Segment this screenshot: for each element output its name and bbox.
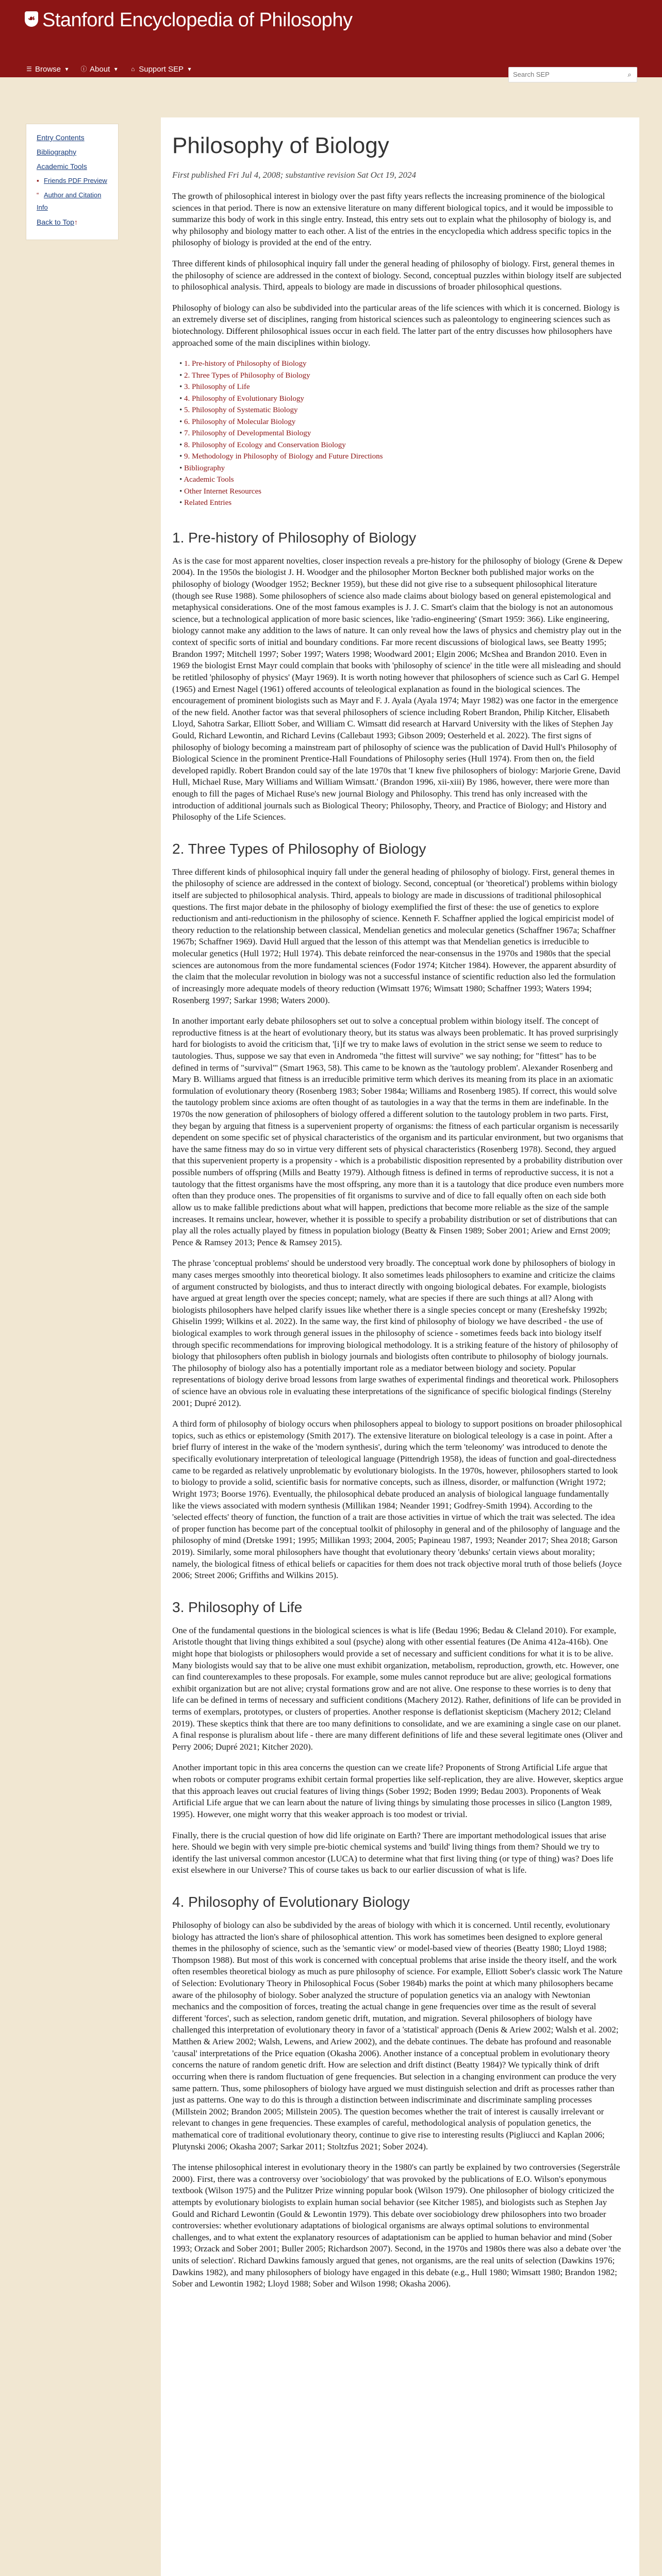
main-nav — [26, 65, 193, 74]
toc-link[interactable]: • 6. Philosophy of Molecular Biology — [179, 416, 624, 428]
chevron-down-icon: ▾ — [65, 65, 69, 73]
book-icon: ☰ — [26, 65, 32, 73]
section-heading: 4. Philosophy of Evolutionary Biology — [172, 1893, 410, 1910]
section-paragraph: The intense philosophical interest in evolutionary theory in the 1980's can partly be explained by two controversies (Segerstråle 2000). First, there was a controversy over 'sociobiology' that was provoked by the publications of E.O. Wilson's eponymous textbook (Wilson 1975) and the Pulitzer Prize winning popular book (Wilson 1979). One philosopher of biology criticized the attempts by evolutionary biologists to explain human social behavior (see Kitcher 1985), and biologists such as Stephen Jay Gould and Richard Lewontin (Gould & Lewontin 1979). This debate over sociobiology drew philosophers into two broader controversies: whether evolutionary adaptations of biological organisms are always optimal solutions to environmental challenges, and to what extent the explanatory resources of adaptationism can be applied to human behavior and mind (Sober 1993; Orzack and Sober 2001; Buller 2005; Richardson 2007). Second, in the 1970s and 1980s there was also a debate over 'the units of selection'. Richard Dawkins famously argued that genes, not organisms, are the real units of selection (Dawkins 1976; Dawkins 1982), and many philosophers of biology have engaged in this debate (e.g., Hull 1980; Wimsatt 1980; Brandon 1982; Sober and Lewontin 1982; Lloyd 1988; Sober and Wilson 1998; Okasha 2006). — [172, 2162, 621, 2289]
section-paragraph: Philosophy of biology can also be subdivided by the areas of biology with which it is concerned. Until recently, evolutionary biology has attracted the lion's share of philosophical attention. This work has sometimes been designed to explore general themes in the philosophy of science, such as the 'semantic view' or model-based view of theories (Beatty 1980; Lloyd 1988; Thompson 1988). But most of this work is concerned with conceptual problems that arise inside the theory itself, and the work often resembles theoretical biology as much as pure philosophy of science. For example, Elliott Sober's classic work The Nature of Selection: Evolutionary Theory in Philosophical Focus (Sober 1984b) marks the point at which many philosophers became aware of the philosophy of biology. Sober analyzed the structure of population genetics via an analogy with Newtonian mechanics and the composition of forces, treating the actual change in gene frequencies over time as the result of several different 'forces', such as selection, random genetic drift, mutation, and migration. Several philosophers of biology have challenged this interpretation of evolutionary theory in favor of a 'statistical' approach (Denis & Ariew 2002; Walsh et al. 2002; Matthen & Ariew 2002; Walsh, Lewens, and Ariew 2002), and the debate continues. The debate has profound and reasonable 'causal' interpretations of the Price equation (Okasha 2006). Another instance of a conceptual problem in evolutionary theory concerns the nature of random genetic drift. How are selection and drift distinct (Beatty 1984)? We typically think of drift occurring when there is random fluctuation of gene frequencies. But selection in a changing environment can produce the very same pattern. Thus, some philosophers of biology have argued we must distinguish selection and drift as processes rather than just as patterns. One way to do this is through a distinction between indiscriminate and discriminate sampling processes (Millstein 2002; Brandon 2005; Millstein 2005). The question becomes whether the trait of interest is causally irrelevant or relevant to changes in gene frequencies. These examples of careful, methodological analysis of population genetics, the mathematical core of traditional evolutionary theory, continue to give rise to interesting results (Pigliucci and Kaplan 2006; Plutynski 2006; Okasha 2007; Sarkar 2011; Stoltzfus 2021; Sober 2024). — [172, 1920, 623, 2151]
article-title: Philosophy of Biology — [172, 133, 389, 158]
chevron-down-icon: ▾ — [114, 65, 118, 73]
article-main — [161, 117, 639, 2576]
section-heading: 1. Pre-history of Philosophy of Biology — [172, 529, 417, 546]
section-heading: 2. Three Types of Philosophy of Biology — [172, 840, 426, 857]
toc-link[interactable]: • 4. Philosophy of Evolutionary Biology — [179, 393, 624, 405]
section-heading: 3. Philosophy of Life — [172, 1599, 303, 1615]
back-to-top-link[interactable] — [37, 216, 109, 228]
toc-link[interactable]: • 2. Three Types of Philosophy of Biology — [179, 370, 624, 382]
friends-pdf-label: Friends PDF Preview — [44, 177, 107, 184]
arrow-up-icon: ↑ — [74, 218, 78, 226]
section-paragraph: As is the case for most apparent novelties, closer inspection reveals a pre-history for the philosophy of biology (Grene & Depew 2004). In the 1950s the biologist J. H. Woodger and the philosopher Morton Beckner both published major works on the philosophy of biology (Woodger 1952; Beckner 1959), but these did not give rise to a subsequent philosophical literature (though see Ruse 1988). Some philosophers of science also made claims about biology based on general epistemological and metaphysical considerations. One of the most famous examples is J. J. C. Smart's claim that the biology is not an autonomous science, but a technological application of more basic sciences, like 'radio-engineering' (Smart 1959: 366). Like engineering, biology cannot make any addition to the laws of nature. It can only reveal how the laws of physics and chemistry play out in the context of specific sorts of initial and boundary conditions. Far more recent discussions of biological laws, see Beatty 1995; Brandon 1997; Mitchell 1997; Sober 1997; Waters 1998; Woodward 2001; Elgin 2006; McShea and Brandon 2010. Even in 1969 the biologist Ernst Mayr could complain that books with 'philosophy of science' in the title were all misleading and should be retitled 'philosophy of physics' (Mayr 1969). It is worth noting however that philosophers of science such as Carl G. Hempel (1965) and Ernest Nagel (1961) offered accounts of teleological explanation as found in the biological sciences. The encouragement of prominent biologists such as Mayr and F. J. Ayala (Ayala 1974; Mayr 1982) was one factor in the emergence of the new field. Another factor was that several philosophers of science including Robert Brandon, Philip Kitcher, Elisabeth Lloyd, Sahotra Sarkar, Elliott Sober, and William C. Wimsatt did research at Harvard University with the likes of Stephen Jay Gould, Richard Lewontin, and Richard Levins (Callebaut 1993; Gibson 2009; Oesterheld et al. 2022). The first signs of philosophy of biology becoming a mainstream part of philosophy of science was the publication of David Hull's Philosophy of Biological Science in the prominent Prentice-Hall Foundations of Philosophy series (Hull 1974). From then on, the field developed rapidly. Robert Brandon could say of the late 1970s that 'I knew five philosophers of biology: Marjorie Grene, David Hull, Michael Ruse, Mary Williams and William Wimsatt.' (Brandon 1996, xii-xiii) By 1986, however, there were more than enough to fill the pages of Michael Ruse's new journal Biology and Philosophy. This trend has only increased with the introduction of additional journals such as Biological Theory; Philosophy, Theory, and Practice of Biology; and History and Philosophy of the Life Sciences. — [172, 555, 623, 822]
section-paragraph: One of the fundamental questions in the biological sciences is what is life (Bedau 1996; Bedau & Cleland 2010). For example, Aristotle thought that living things exhibited a soul (psyche) along with other essential features (De Anima 412a-416b). One might hope that biologists or philosophers would provide a set of necessary and sufficient conditions for what it is to be alive. Many biologists would say that to be alive one must exhibit organization, metabolism, reproduction, growth, etc. However, one can find counterexamples to these proposals. For example, some mules cannot reproduce but are alive; geological formations exhibit organization but are not alive; crystal formations grow and are not alive. One response to these worries is to deny that life can be defined in terms of necessary and sufficient conditions (Machery 2012). Rather, definitions of life can be provided in terms of exemplars, prototypes, or clusters of properties. Another response is deflationist skepticism (Machery 2012; Cleland 2019). These skeptics think that there are too many definitions to consolidate, and we are examining a single case on our planet. A final response is pluralism about life - there are many different definitions of life and these several legitimate ones (Oliver and Perry 2006; Dupré 2021; Kitcher 2020). — [172, 1625, 623, 1752]
intro-paragraph: The growth of philosophical interest in biology over the past fifty years reflects the increasing prominence of the biological sciences in that period. There is now an extensive literature on many different biological topics, and it would be impossible to summarize this body of work in this single entry. Instead, this entry sets out to explain what the philosophy of biology is, and why philosophy and biology matter to each other. A list of the entries in the encyclopedia which address specific topics in the philosophy of biology is provided at the end of the entry. — [172, 191, 613, 248]
search-input[interactable] — [509, 67, 625, 81]
toc-link[interactable]: • Related Entries — [179, 497, 624, 509]
support-link[interactable] — [129, 65, 193, 74]
section-paragraph: A third form of philosophy of biology occurs when philosophers appeal to biology to support positions on broader philosophical topics, such as ethics or epistemology (Smith 2017). The extensive literature on biological teleology is a case in point. After a brief flurry of interest in the wake of the 'modern synthesis', during which the term 'teleonomy' was introduced to denote the specifically evolutionary interpretation of teleological language (Pittendrigh 1958), the ideas of function and goal-directedness came to be regarded as relatively unproblematic by evolutionary biologists. In the 1970s, however, philosophers started to look to biology to provide a solid, scientific basis for normative concepts, such as illness, disorder, or malfunction (Wright 1972; Wright 1973; Boorse 1976). Eventually, the philosophical debate produced an analysis of biological language fundamentally like the views associated with modern synthesis (Millikan 1984; Neander 1991; Godfrey-Smith 1994). According to the 'selected effects' theory of function, the function of a trait are those activities in virtue of which the trait was selected. The idea of proper function has become part of the conceptual toolkit of philosophy in general and of the philosophy of language and the philosophy of mind (Dretske 1991; 1995; Millikan 1993; 2004, 2005; Papineau 1987, 1993; Neander 2017; Shea 2018; Garson 2019). Similarly, some moral philosophers have thought that evolutionary theory 'debunks' certain views about morality; namely, the biological fitness of ethical beliefs or capacities for them does not track objective moral truth of those beliefs (Joyce 2006; Street 2006; Griffiths and Wilkins 2015). — [172, 1419, 622, 1581]
author-citation-label: Author and Citation Info — [37, 191, 102, 211]
search-icon[interactable]: ⌕ — [627, 71, 632, 78]
about-label: About — [90, 65, 110, 74]
site-header — [0, 0, 662, 41]
academic-tools-link[interactable]: Academic Tools — [37, 162, 87, 171]
back-to-top-label: Back to Top — [37, 218, 74, 226]
toc-link[interactable]: • Academic Tools — [179, 474, 624, 486]
section-paragraph: Another important topic in this area concerns the question can we create life? Proponents of Strong Artificial Life argue that when robots or computer programs exhibit certain formal properties like self-replication, they are alive. However, skeptics argue that this approach leaves out crucial features of living things (Sober 1992; Boden 1999; Bedau 2003). Proponents of Weak Artificial Life argue that we can learn about the nature of living things by simulating those processes in silico (Langton 1989, 1995). However, one might worry that this weaker approach is too modest or trivial. — [172, 1762, 623, 1819]
toc-link[interactable]: • Other Internet Resources — [179, 486, 624, 498]
quote-icon: “ — [37, 191, 39, 199]
browse-label: Browse — [35, 65, 61, 74]
publication-info: First published Fri Jul 4, 2008; substantive revision Sat Oct 19, 2024 — [172, 170, 416, 180]
pdf-icon: ▪ — [37, 177, 39, 184]
bank-icon: ⌂ — [131, 65, 135, 73]
toc-link[interactable]: • 5. Philosophy of Systematic Biology — [179, 404, 624, 416]
table-of-contents — [172, 358, 624, 509]
support-label: Support SEP — [139, 65, 184, 74]
site-title[interactable]: Stanford Encyclopedia of Philosophy — [42, 9, 353, 31]
intro-paragraph: Philosophy of biology can also be subdivided into the particular areas of the life sciences with which it is concerned. Biology is an extremely diverse set of disciplines, ranging from historical sciences such as paleontology to engineering sciences such as biotechnology. Different philosophical issues occur in each field. The latter part of the entry discusses how philosophers have approached some of the main disciplines within biology. — [172, 302, 620, 348]
section-paragraph: In another important early debate philosophers set out to solve a conceptual problem within biology itself. The concept of reproductive fitness is at the heart of evolutionary theory, but its status was always been problematic. It has proved surprisingly hard for biologists to avoid the criticism that, '[i]f we try to make laws of evolution in the strict sense we seem to reduce to tautologies. Thus, suppose we say that even in Andromeda "the fittest will survive" we say nothing; for "fittest" has to be defined in terms of "survival"' (Smart 1963, 58). This came to be known as the 'tautology problem'. Alexander Rosenberg and Mary B. Williams argued that fitness is an irreducible primitive term which derives its meaning from its place in an axiomatic formulation of evolutionary theory (Rosenberg 1983; Sober 1984a; Williams and Rosenberg 1985). If correct, this would solve the tautology problem since axioms are often thought of as tautologies in a way that the terms in them are indefinable. In the 1970s the now generation of philosophers of biology offered a different solution to the tautology problem in two parts. First, they began by arguing that fitness is a supervenient property of organisms: the fitness of each particular organism is necessarily dependent on some specific set of physical characteristics of the organism and its particular environment, but two organisms that have the same fitness may do so in virtue very different sets of physical characteristics (Rosenberg 1978). Second, they argued that this supervenient property is a propensity - which is a probabilistic disposition represented by a probability distribution over possible numbers of offspring (Mills and Beatty 1979). Although fitness is defined in terms of reproductive success, it is not a tautology that the fittest organisms have the most offspring, any more than it is a tautology that dice produce even numbers more often than they produce ones. The propensities of fit organisms to survive and of dice to fall equally often on each side both allow us to make fallible predictions about what will happen, predictions that become more reliable as the size of the sample increases. It remains unclear, however, whether it is possible to specify a probability distribution or set of distributions that can play all the roles actually played by fitness in population biology (Beatty & Finsen 1989; Sober 2001; Ariew and Ernst 2009; Pence & Ramsey 2013; Pence & Ramsey 2015). — [172, 1016, 624, 1247]
toc-link[interactable]: • Bibliography — [179, 463, 624, 474]
friends-pdf-link[interactable] — [37, 175, 109, 187]
bibliography-link[interactable]: Bibliography — [37, 148, 77, 156]
chevron-down-icon: ▾ — [188, 65, 191, 73]
author-citation-link[interactable] — [37, 189, 109, 214]
about-link[interactable] — [80, 65, 119, 74]
section-paragraph: Finally, there is the crucial question of how did life originate on Earth? There are important methodological issues that arise here. Should we begin with very simple pre-biotic chemical systems and 'build' living things from them? Should we try to identify the last universal common ancestor (LUCA) to determine what that first living thing (or type of thing) was? Does life exist elsewhere in our Universe? This of course takes us back to our earlier discussion of what is life. — [172, 1830, 614, 1875]
sep-logo-icon[interactable]: ☙ — [25, 11, 38, 27]
section-paragraph: The phrase 'conceptual problems' should be understood very broadly. The conceptual work done by philosophers of biology in many cases merges smoothly into theoretical biology. It also sometimes leads philosophers to examine and criticize the claims of argument constructed by biologists, and thus to interact directly with ongoing biological debates. For example, biologists have argued at great length over the species concept; namely, what are species if there are such things at all? Along with biologists philosophers have helped clarify issues like whether there is a single species concept or many (Ereshefsky 1992b; Ghiselin 1999; Wilkins et al. 2022). In the same way, the first kind of philosophy of biology we have described - the use of biological examples to work through general issues in the philosophy of science - sometimes feeds back into biology itself through specific recommendations for improving biological methodology. It is a striking feature of the history of philosophy of biology that philosophers often publish in biology journals and biologists often contribute to philosophy of biology journals. The philosophy of biology also has a potentially important role as a mediator between biology and society. Popular representations of biology derive broad lessons from large swathes of experimental findings and theoretical work. Philosophers of science have an obvious role in evaluating these interpretations of the significance of specific biological findings (Sterelny 2001; Dupré 2012). — [172, 1258, 619, 1408]
browse-link[interactable] — [26, 65, 70, 74]
search-box — [508, 67, 637, 82]
intro-paragraph: Three different kinds of philosophical inquiry fall under the general heading of philosophy of biology. First, general themes in the philosophy of science are addressed in the context of biology. Second, conceptual puzzles within biology itself are subjected to philosophical analysis. Third, appeals to biology are made in discussions of broader philosophical questions. — [172, 259, 622, 292]
entry-contents-link[interactable]: Entry Contents — [37, 133, 85, 142]
toc-link[interactable]: • 1. Pre-history of Philosophy of Biology — [179, 358, 624, 370]
info-icon: ⓘ — [80, 65, 87, 73]
toc-link[interactable]: • 7. Philosophy of Developmental Biology — [179, 428, 624, 439]
entry-sidebar — [26, 124, 119, 240]
section-paragraph: Three different kinds of philosophical inquiry fall under the general heading of philosophy of biology. First, general themes in the philosophy of science are addressed in the context of biology. Second, conceptual (or 'theoretical') problems within biology itself are subjected to philosophical analysis. Third, appeals to biology are made in discussions of traditional philosophical questions. The first major debate in the philosophy of biology exemplified the first of these: the use of genetics to explore reductionism and anti-reductionism in the philosophy of science. Kenneth F. Schaffner applied the logical empiricist model of theory reduction to the relationship between classical, Mendelian genetics and molecular genetics (Schaffner 1967a; Schaffner 1967b; Schaffner 1969). David Hull argued that the lesson of this attempt was that Mendelian genetics is irreducible to molecular genetics (Hull 1972; Hull 1974). This debate reinforced the near-consensus in the 1970s and 1980s that the special sciences are autonomous from the more fundamental sciences (Fodor 1974; Kitcher 1984). However, the apparent absurdity of the claim that the molecular revolution in biology was not a successful instance of scientific reduction also led the formulation of increasingly more adequate models of theory reduction (Wimsatt 1976; Wimsatt 1980; Schaffner 1993; Waters 1994; Rosenberg 1997; Sarkar 1998; Waters 2000). — [172, 867, 618, 1005]
toc-link[interactable]: • 3. Philosophy of Life — [179, 381, 624, 393]
toc-link[interactable]: • 9. Methodology in Philosophy of Biology and Future Directions — [179, 451, 624, 463]
toc-link[interactable]: • 8. Philosophy of Ecology and Conservation Biology — [179, 439, 624, 451]
